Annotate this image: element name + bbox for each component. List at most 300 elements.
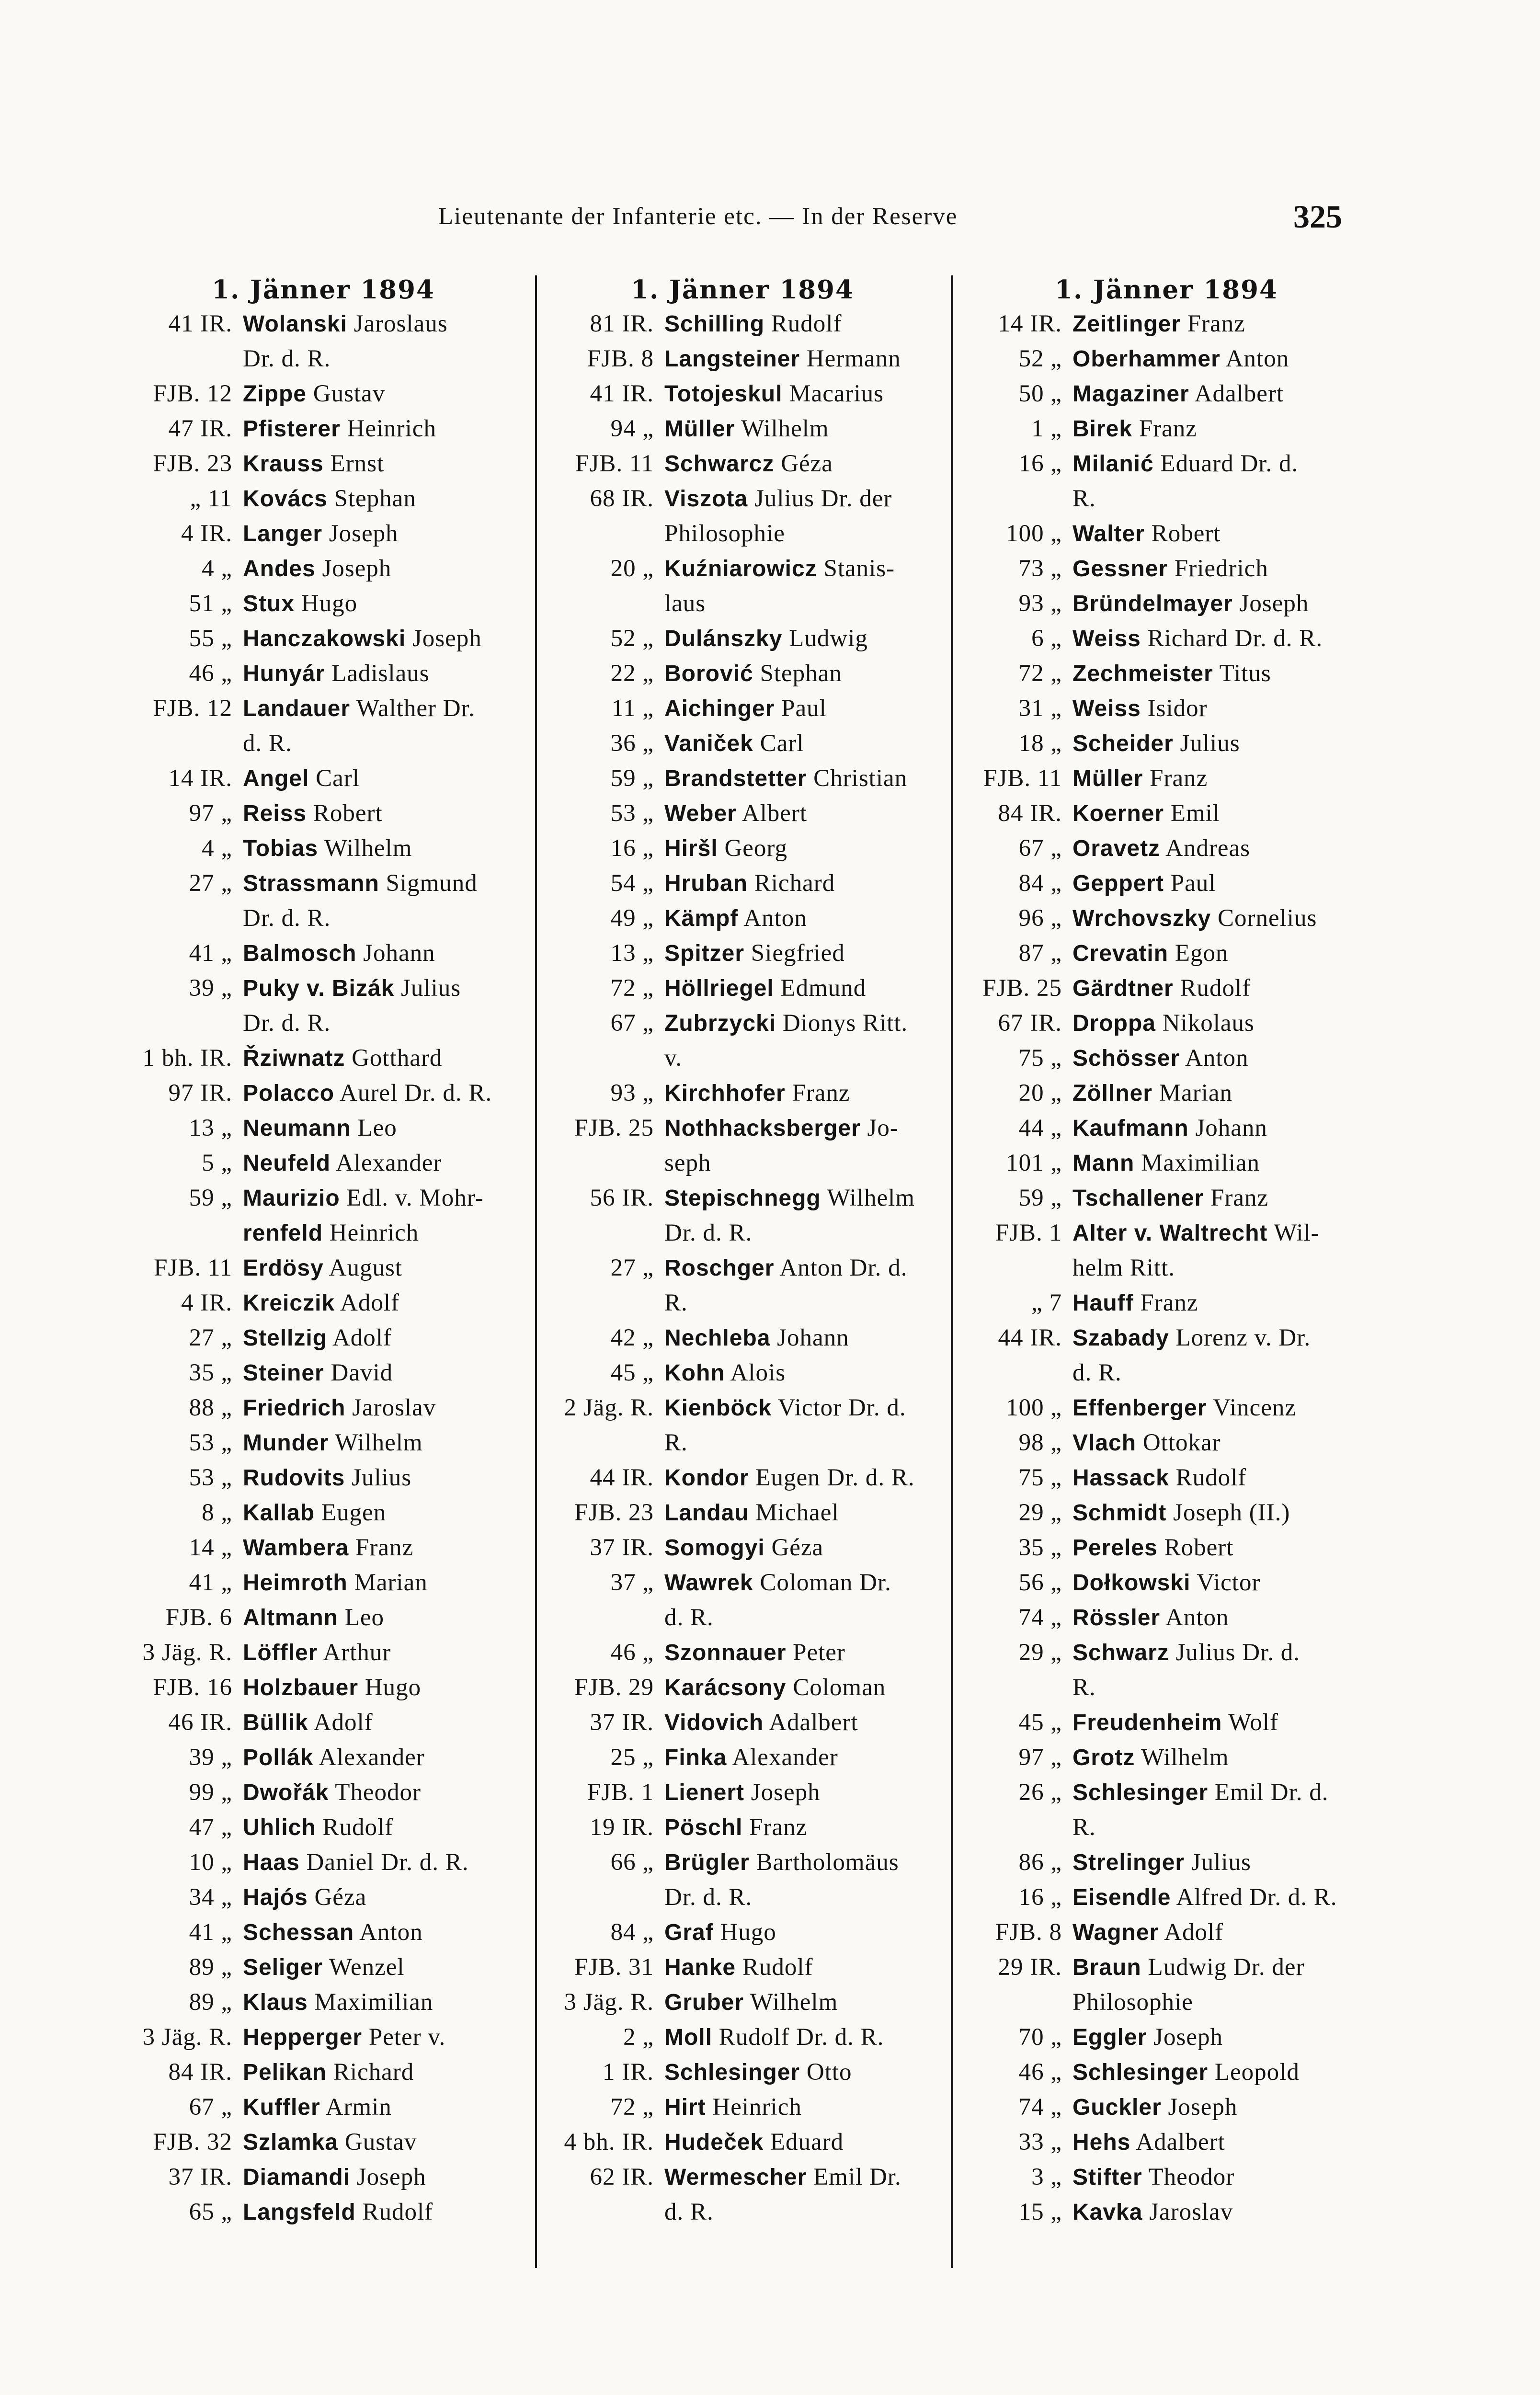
- given-names: Sigmund: [379, 870, 478, 897]
- person-name: [664, 1530, 934, 1565]
- given-names: Victor Dr. d.: [772, 1394, 906, 1421]
- surname: Neufeld: [243, 1151, 331, 1176]
- unit-label: 97 „: [1018, 1744, 1062, 1771]
- surname: Wermescher: [664, 2165, 807, 2190]
- unit-label: 52 „: [1018, 345, 1062, 372]
- list-item: [117, 1530, 529, 1565]
- unit-label: 39 „: [189, 975, 232, 1002]
- given-names: Robert: [1157, 1534, 1234, 1561]
- list-item: [117, 901, 529, 936]
- person-name: [1072, 831, 1377, 866]
- unit-label: 88 „: [189, 1394, 232, 1421]
- person-name: [1072, 936, 1377, 971]
- list-item: [117, 1460, 529, 1495]
- person-name: [243, 481, 529, 516]
- person-name: [243, 1670, 529, 1705]
- given-names: Adalbert: [1130, 2129, 1225, 2156]
- unit-label: FJB. 25: [982, 975, 1062, 1002]
- list-item: [956, 1286, 1377, 1321]
- surname: Eisendle: [1072, 1885, 1171, 1910]
- unit-label: FJB. 6: [165, 1604, 232, 1631]
- list-item: [551, 307, 934, 342]
- given-names: Stanis-: [817, 555, 895, 582]
- person-name: [1072, 691, 1377, 726]
- surname: Krauss: [243, 451, 324, 477]
- person-name: [1072, 1006, 1377, 1041]
- person-name: [1072, 2020, 1377, 2055]
- surname: Brügler: [664, 1850, 750, 1875]
- given-names: Paul: [1164, 870, 1216, 897]
- surname: Gruber: [664, 1990, 744, 2015]
- surname: Kovács: [243, 486, 328, 512]
- given-names: Wilhelm: [329, 1429, 423, 1456]
- list-item: [956, 1006, 1377, 1041]
- person-name: [664, 342, 934, 376]
- given-names: Franz: [1133, 1289, 1198, 1316]
- list-item: [956, 1426, 1377, 1460]
- unit-label: [117, 1006, 243, 1041]
- person-name: [243, 516, 529, 551]
- unit-label: 89 „: [189, 1989, 232, 2016]
- unit-label: 1 „: [1031, 415, 1062, 442]
- surname: Grotz: [1072, 1745, 1135, 1770]
- surname: Totojeskul: [664, 381, 783, 407]
- person-name: [243, 1600, 529, 1635]
- given-names: Titus: [1213, 660, 1271, 687]
- person-name: [664, 2055, 934, 2090]
- unit-label: 84 IR.: [168, 2059, 232, 2086]
- unit-label: 50 „: [1018, 380, 1062, 407]
- given-names: Adolf: [1159, 1919, 1224, 1946]
- surname: Zechmeister: [1072, 661, 1213, 686]
- list-item: [551, 2020, 934, 2055]
- person-name: [664, 1286, 934, 1321]
- list-item: [956, 1985, 1377, 2020]
- person-name: [243, 1111, 529, 1146]
- unit-label: 10 „: [189, 1849, 232, 1876]
- surname: Magaziner: [1072, 381, 1189, 407]
- unit-label: 29 IR.: [998, 1954, 1062, 1981]
- given-names: Jaroslav: [345, 1394, 436, 1421]
- unit-label: FJB. 12: [153, 695, 232, 722]
- surname: Tschallener: [1072, 1186, 1204, 1211]
- person-name: [243, 796, 529, 831]
- given-names: Marian: [1152, 1080, 1233, 1106]
- surname: Langsfeld: [243, 2200, 356, 2225]
- unit-label: [551, 1426, 664, 1460]
- list-item: [551, 1321, 934, 1356]
- list-item: [956, 2195, 1377, 2230]
- person-name: [243, 2160, 529, 2195]
- person-name: [1072, 2160, 1377, 2195]
- unit-label: 72 „: [1018, 660, 1062, 687]
- person-name: [243, 1845, 529, 1880]
- person-name: [664, 2125, 934, 2160]
- person-name: [664, 1006, 934, 1041]
- unit-label: 14 IR.: [168, 765, 232, 792]
- list-item: [551, 1006, 934, 1041]
- surname: Walter: [1072, 521, 1145, 547]
- surname: Höllriegel: [664, 976, 774, 1001]
- surname: Alter v. Waltrecht: [1072, 1220, 1268, 1246]
- surname: renfeld: [243, 1220, 323, 1246]
- given-names: Rudolf: [316, 1814, 394, 1841]
- unit-label: 36 „: [610, 730, 654, 757]
- given-names: Heinrich: [706, 2094, 802, 2121]
- person-name: [664, 2090, 934, 2125]
- surname: Neumann: [243, 1116, 351, 1141]
- list-item: [117, 446, 529, 481]
- unit-label: 84 „: [1018, 870, 1062, 897]
- list-item: [956, 411, 1377, 446]
- person-name: [1072, 1426, 1377, 1460]
- surname: Müller: [664, 416, 735, 442]
- given-names: Wilhelm: [821, 1185, 915, 1211]
- given-names: Hermann: [800, 345, 901, 372]
- unit-label: 26 „: [1018, 1779, 1062, 1806]
- person-name: [1072, 1565, 1377, 1600]
- list-item: [551, 1985, 934, 2020]
- unit-label: 31 „: [1018, 695, 1062, 722]
- person-name: [243, 2055, 529, 2090]
- unit-label: 72 „: [610, 975, 654, 1002]
- unit-label: FJB. 1: [587, 1779, 654, 1806]
- unit-label: 15 „: [1018, 2199, 1062, 2225]
- person-name: [243, 1775, 529, 1810]
- person-name: [1072, 1600, 1377, 1635]
- unit-label: 4 „: [202, 835, 232, 862]
- given-names: Peter: [786, 1639, 845, 1666]
- surname: Karácsony: [664, 1675, 787, 1700]
- surname: Hiršl: [664, 836, 718, 861]
- given-names: Joseph: [1232, 590, 1309, 617]
- person-name: [243, 761, 529, 796]
- person-name: [243, 1076, 529, 1111]
- given-names: Wilhelm: [1135, 1744, 1229, 1771]
- person-name: [664, 1950, 934, 1985]
- person-name: [1072, 971, 1377, 1006]
- given-names: Edmund: [774, 975, 867, 1002]
- unit-label: 19 IR.: [590, 1814, 654, 1841]
- list-item: [551, 726, 934, 761]
- unit-label: [551, 1216, 664, 1251]
- given-names: Maximilian: [308, 1989, 433, 2016]
- surname: Wambera: [243, 1535, 349, 1561]
- unit-label: 67 „: [189, 2094, 232, 2121]
- list-item: [117, 1915, 529, 1950]
- given-names: Wilhelm: [744, 1989, 838, 2016]
- given-names: Eugen Dr. d. R.: [749, 1464, 915, 1491]
- unit-label: 44 IR.: [998, 1324, 1062, 1351]
- unit-label: 37 IR.: [590, 1534, 654, 1561]
- surname: Diamandi: [243, 2165, 351, 2190]
- given-names: Ernst: [323, 450, 385, 477]
- unit-label: 4 IR.: [181, 1289, 232, 1316]
- unit-label: 87 „: [1018, 940, 1062, 967]
- page-header: [0, 198, 1540, 241]
- list-item: [956, 1880, 1377, 1915]
- surname: Heimroth: [243, 1570, 348, 1596]
- surname: Finka: [664, 1745, 727, 1770]
- person-name: [1072, 1495, 1377, 1530]
- list-item: [117, 726, 529, 761]
- unit-label: 101 „: [1006, 1150, 1062, 1176]
- unit-label: FJB. 25: [574, 1115, 654, 1141]
- list-item: [956, 1670, 1377, 1705]
- list-item: [117, 1391, 529, 1426]
- list-item: [551, 1251, 934, 1286]
- given-names: Leo: [351, 1115, 397, 1141]
- person-name: [664, 621, 934, 656]
- list-item: [551, 1286, 934, 1321]
- given-names: Rudolf: [355, 2199, 433, 2225]
- person-name: [1072, 866, 1377, 901]
- unit-label: [956, 1985, 1072, 2020]
- person-name: [664, 691, 934, 726]
- given-names: Wil-: [1267, 1220, 1320, 1246]
- given-names: Friedrich: [1168, 555, 1268, 582]
- person-name: [1072, 2125, 1377, 2160]
- list-item: [551, 1041, 934, 1076]
- given-names: Gotthard: [345, 1045, 443, 1072]
- unit-label: [117, 726, 243, 761]
- unit-label: 3 Jäg. R.: [142, 2024, 232, 2051]
- person-name: [1072, 551, 1377, 586]
- surname: Hruban: [664, 871, 748, 896]
- list-item: [956, 1600, 1377, 1635]
- unit-label: 55 „: [189, 625, 232, 652]
- surname: Wolanski: [243, 311, 347, 337]
- given-names: Johann: [770, 1324, 849, 1351]
- given-names: Dr. d. R.: [664, 1884, 753, 1911]
- given-names: Franz: [1143, 765, 1208, 792]
- surname: Hudeček: [664, 2130, 764, 2155]
- column-heading: 1. Jänner 1894: [212, 275, 435, 305]
- given-names: Walther Dr.: [350, 695, 475, 722]
- surname: Erdösy: [243, 1255, 324, 1281]
- person-name: [664, 1495, 934, 1530]
- surname: Landau: [664, 1500, 749, 1526]
- surname: Szlamka: [243, 2130, 339, 2155]
- unit-label: 3 Jäg. R.: [564, 1989, 654, 2016]
- list-item: [956, 1705, 1377, 1740]
- list-item: [551, 1146, 934, 1181]
- given-names: Leo: [338, 1604, 385, 1631]
- person-name: [243, 691, 529, 726]
- person-name: [243, 1565, 529, 1600]
- unit-label: 8 „: [202, 1499, 232, 1526]
- column-heading: 1. Jänner 1894: [1055, 275, 1278, 305]
- unit-label: 45 „: [1018, 1709, 1062, 1736]
- person-name: [1072, 1216, 1377, 1251]
- unit-label: 47 IR.: [168, 415, 232, 442]
- list-item: [117, 656, 529, 691]
- given-names: Anton: [1160, 1604, 1229, 1631]
- unit-label: 13 „: [610, 940, 654, 967]
- unit-label: [956, 1670, 1072, 1705]
- unit-label: 1 bh. IR.: [142, 1045, 232, 1072]
- given-names: Richard: [748, 870, 835, 897]
- given-names: Johann: [1188, 1115, 1267, 1141]
- given-names: Adolf: [335, 1289, 400, 1316]
- list-item: [117, 551, 529, 586]
- surname: Schmidt: [1072, 1500, 1167, 1526]
- given-names: R.: [664, 1289, 688, 1316]
- given-names: d. R.: [664, 1604, 714, 1631]
- given-names: Theodor: [1142, 2164, 1235, 2190]
- person-name: [1072, 516, 1377, 551]
- surname: Müller: [1072, 766, 1143, 791]
- unit-label: 27 „: [189, 1324, 232, 1351]
- column-heading: 1. Jänner 1894: [631, 275, 854, 305]
- surname: Haas: [243, 1850, 300, 1875]
- given-names: Daniel Dr. d. R.: [299, 1849, 469, 1876]
- list-item: [117, 516, 529, 551]
- surname: Zöllner: [1072, 1081, 1153, 1106]
- person-name: [243, 1216, 529, 1251]
- list-item: [551, 1810, 934, 1845]
- list-item: [551, 1565, 934, 1600]
- given-names: Georg: [718, 835, 787, 862]
- given-names: Heinrich: [340, 415, 436, 442]
- list-item: [956, 971, 1377, 1006]
- list-item: [956, 446, 1377, 481]
- unit-label: 35 „: [1018, 1534, 1062, 1561]
- list-item: [956, 2125, 1377, 2160]
- list-item: [117, 586, 529, 621]
- given-names: Eugen: [315, 1499, 387, 1526]
- given-names: Siegfried: [744, 940, 845, 967]
- surname: Hepperger: [243, 2025, 363, 2050]
- person-name: [664, 411, 934, 446]
- given-names: Isidor: [1141, 695, 1208, 722]
- unit-label: 22 „: [610, 660, 654, 687]
- unit-label: [551, 516, 664, 551]
- list-item: [551, 831, 934, 866]
- given-names: Joseph: [322, 520, 399, 547]
- surname: Wawrek: [664, 1570, 753, 1596]
- surname: Moll: [664, 2025, 712, 2050]
- surname: Szonnauer: [664, 1640, 787, 1665]
- unit-label: 52 „: [610, 625, 654, 652]
- list-item: [551, 1600, 934, 1635]
- unit-label: 27 „: [189, 870, 232, 897]
- unit-label: 16 „: [1018, 450, 1062, 477]
- list-item: [551, 1670, 934, 1705]
- person-name: [664, 1565, 934, 1600]
- list-item: [551, 551, 934, 586]
- column-1: [117, 273, 529, 2230]
- surname: Friedrich: [243, 1395, 346, 1421]
- person-name: [1072, 1635, 1377, 1670]
- list-item: [551, 1495, 934, 1530]
- list-item: [956, 516, 1377, 551]
- surname: Löffler: [243, 1640, 318, 1665]
- surname: Büllik: [243, 1710, 308, 1735]
- list-item: [551, 481, 934, 516]
- person-name: [664, 1985, 934, 2020]
- list-item: [551, 971, 934, 1006]
- person-name: [243, 1705, 529, 1740]
- unit-label: [551, 1600, 664, 1635]
- list-item: [551, 1775, 934, 1810]
- given-names: d. R.: [243, 730, 292, 757]
- list-item: [956, 1915, 1377, 1950]
- given-names: Carl: [753, 730, 804, 757]
- unit-label: [551, 1146, 664, 1181]
- unit-label: 97 IR.: [168, 1080, 232, 1106]
- list-item: [956, 1146, 1377, 1181]
- list-item: [117, 1565, 529, 1600]
- list-item: [956, 691, 1377, 726]
- unit-label: 11 „: [611, 695, 654, 722]
- surname: Vaniček: [664, 731, 753, 756]
- unit-label: 84 IR.: [998, 800, 1062, 827]
- person-name: [1072, 2090, 1377, 2125]
- unit-label: [551, 1880, 664, 1915]
- list-item: [117, 1111, 529, 1146]
- unit-label: 53 „: [610, 800, 654, 827]
- unit-label: 45 „: [610, 1359, 654, 1386]
- list-item: [551, 2160, 934, 2195]
- unit-label: FJB. 23: [153, 450, 232, 477]
- person-name: [664, 1635, 934, 1670]
- person-name: [664, 1321, 934, 1356]
- unit-label: 3 Jäg. R.: [142, 1639, 232, 1666]
- list-item: [117, 1216, 529, 1251]
- unit-label: 72 „: [610, 2094, 654, 2121]
- given-names: Maximilian: [1134, 1150, 1260, 1176]
- person-name: [664, 481, 934, 516]
- unit-label: 59 „: [189, 1185, 232, 1211]
- person-name: [1072, 446, 1377, 481]
- person-name: [664, 936, 934, 971]
- person-name: [243, 1251, 529, 1286]
- given-names: Dr. d. R.: [664, 1220, 753, 1246]
- person-name: [1072, 656, 1377, 691]
- list-item: [117, 866, 529, 901]
- unit-label: 96 „: [1018, 905, 1062, 932]
- surname: Szabady: [1072, 1325, 1169, 1351]
- person-name: [243, 971, 529, 1006]
- list-item: [117, 1880, 529, 1915]
- column-2: [551, 273, 934, 2230]
- list-item: [117, 1950, 529, 1985]
- list-item: [551, 342, 934, 376]
- given-names: Ottokar: [1136, 1429, 1221, 1456]
- list-item: [956, 342, 1377, 376]
- person-name: [243, 1006, 529, 1041]
- unit-label: 68 IR.: [590, 485, 654, 512]
- given-names: Franz: [742, 1814, 808, 1841]
- list-item: [551, 1950, 934, 1985]
- given-names: Edl. v. Mohr-: [340, 1185, 484, 1211]
- given-names: Dionys Ritt.: [776, 1010, 908, 1037]
- surname: Schwarz: [1072, 1640, 1169, 1665]
- person-name: [664, 1111, 934, 1146]
- unit-label: 66 „: [610, 1849, 654, 1876]
- unit-label: 41 IR.: [168, 310, 232, 337]
- given-names: Joseph: [1147, 2024, 1223, 2051]
- unit-label: 74 „: [1018, 1604, 1062, 1631]
- person-name: [1072, 1810, 1377, 1845]
- unit-label: 59 „: [1018, 1185, 1062, 1211]
- given-names: Ladislaus: [325, 660, 430, 687]
- surname: Vidovich: [664, 1710, 764, 1735]
- given-names: laus: [664, 590, 706, 617]
- unit-label: [956, 1251, 1072, 1286]
- list-item: [956, 1635, 1377, 1670]
